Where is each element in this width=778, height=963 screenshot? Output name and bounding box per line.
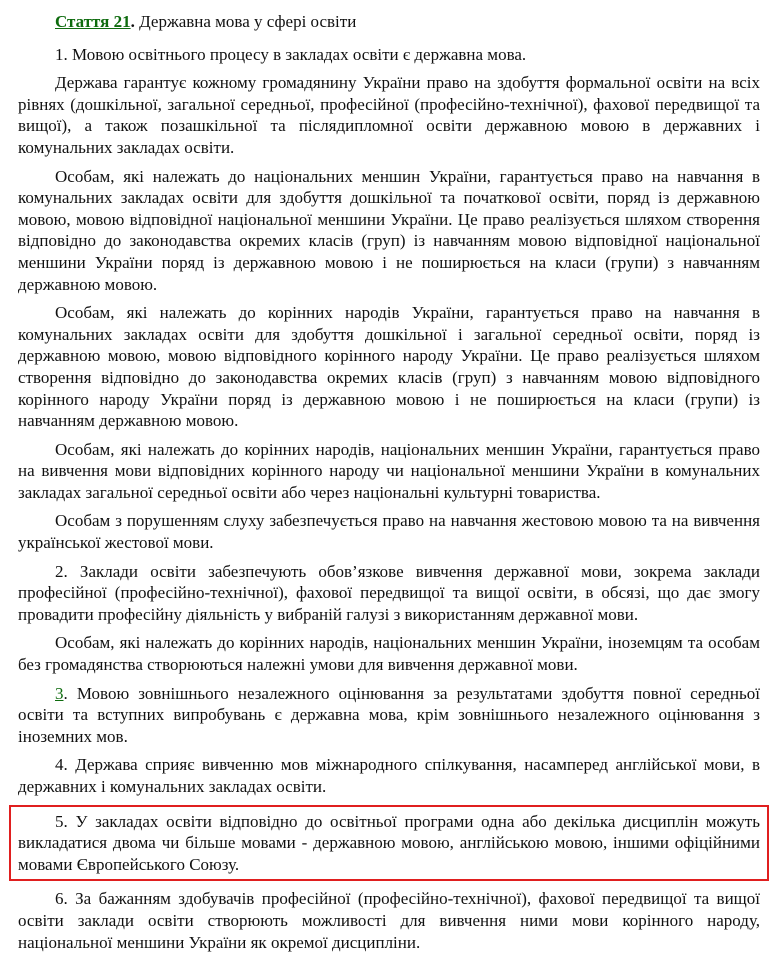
article-title-heading: Державна мова у сфері освіти	[139, 12, 357, 31]
article-title-separator: .	[130, 12, 140, 31]
article-number-link[interactable]: Стаття 21	[55, 12, 131, 31]
paragraph-part1-sub3: Особам, які належать до національних меншин України, гарантується право на навчання в комунальних закладах освіти для здобуття дошкільної та початкової освіти, поряд із державною мовою, мовою відповідної національної меншини України. Це право реалізується шляхом створення відповідно до законодавства окремих класів (груп) із навчанням мовою відповідної національної меншини України поряд із державною мовою і не поширюється на класи (групи) з навчанням державною мовою.	[18, 166, 760, 294]
paragraph-part2: 2. Заклади освіти забезпечують обов’язкове вивчення державної мови, зокрема заклади професійної (професійно-технічної), фахової передвищої та вищої освіти, в обсязі, що дає змогу провадити професійну діяльність у вибраній галузі з використанням державної мови.	[18, 561, 760, 624]
paragraph-part3-text: . Мовою зовнішнього незалежного оцінювання за результатами здобуття повної середньої освіти та вступних випробувань є державна мова, крім зовнішнього незалежного оцінювання з іноземних мов.	[18, 683, 760, 746]
paragraph-part1-sub2: Держава гарантує кожному громадянину України право на здобуття формальної освіти на всіх рівнях (дошкільної, загальної середньої, професійної (професійно-технічної), фахової передвищої та вищої), а також позашкільної та післядипломної освіти державною мовою в державних і комунальних закладах освіти.	[18, 73, 760, 157]
paragraph-part1: 1. Мовою освітнього процесу в закладах освіти є державна мова.	[55, 44, 527, 64]
highlighted-paragraph-part5: 5. У закладах освіти відповідно до освітньої програми одна або декілька дисциплін можуть викладатися двома чи більше мовами - державною мовою, англійською мовою, іншими офіційними мовами Європейського Союзу.	[9, 805, 769, 882]
paragraph-part3	[18, 683, 760, 748]
paragraph-part1-sub6: Особам з порушенням слуху забезпечується право на навчання жестовою мовою та на вивчення української жестової мови.	[18, 511, 760, 553]
paragraph-part4: 4. Держава сприяє вивченню мов міжнародного спілкування, насамперед англійської мови, в державних і комунальних закладах освіти.	[18, 755, 760, 796]
part3-anchor-link[interactable]: 3	[55, 683, 64, 703]
paragraph-part2-sub2: Особам, які належать до корінних народів, національних меншин України, іноземцям та особам без громадянства створюються належні умови для вивчення державної мови.	[18, 633, 760, 675]
paragraph-part1-sub4: Особам, які належать до корінних народів України, гарантується право на навчання в комунальних закладах освіти для здобуття дошкільної і загальної середньої освіти, поряд із державною мовою, мовою відповідного корінного народу України. Це право реалізується шляхом створення відповідно до законодавства окремих класів (груп) з навчанням мовою відповідного корінного народу України поряд із державною мовою і не поширюється на класи (групи) із навчанням державною мовою.	[18, 303, 760, 431]
paragraph-part1-sub5: Особам, які належать до корінних народів, національних меншин України, гарантується право на вивчення мови відповідних корінного народу чи національної меншини України в комунальних закладах загальної середньої освіти або через національні культурні товариства.	[18, 439, 760, 502]
article-title	[18, 11, 760, 33]
paragraph-part6: 6. За бажанням здобувачів професійної (професійно-технічної), фахової передвищої та вищої освіти заклади освіти створюють можливості для вивчення ними мови корінного народу, національної меншини України як окремої дисципліни.	[18, 889, 760, 952]
